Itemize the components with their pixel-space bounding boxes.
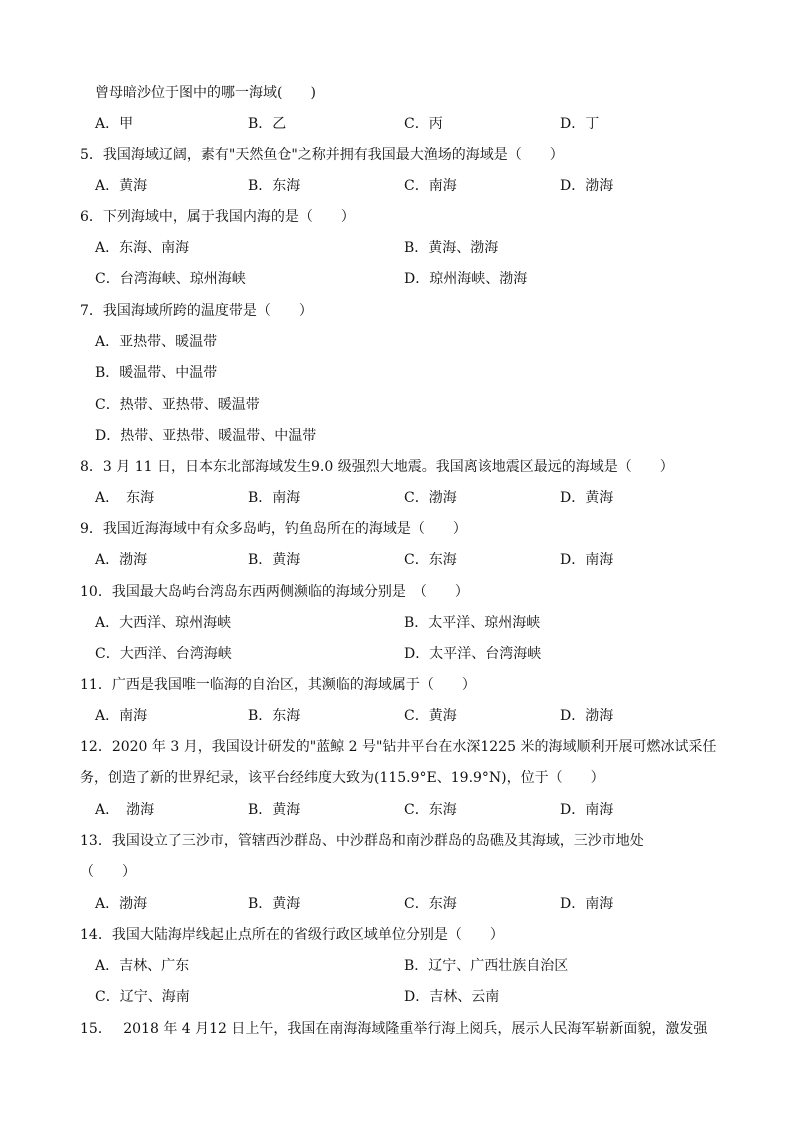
q7-option-d[interactable]: D．热带、亚热带、暖温带、中温带 [95, 428, 317, 444]
q11-option-a[interactable]: A．南海 [95, 708, 148, 724]
question-14-stem: 14．我国大陆海岸线起止点所在的省级行政区域单位分别是（ ） [80, 927, 504, 943]
q10-option-d[interactable]: D．太平洋、台湾海峡 [404, 646, 542, 662]
q13-option-a[interactable]: A．渤海 [95, 896, 148, 912]
q5-option-b[interactable]: B．东海 [248, 178, 301, 194]
question-7-stem: 7．我国海域所跨的温度带是（ ） [80, 303, 313, 319]
question-6-stem: 6．下列海域中，属于我国内海的是（ ） [80, 209, 355, 225]
q11-option-c[interactable]: C．黄海 [404, 708, 457, 724]
q4-option-a[interactable]: A．甲 [95, 116, 134, 132]
q6-option-a[interactable]: A．东海、南海 [95, 240, 190, 256]
q12-option-c[interactable]: C．东海 [404, 802, 457, 818]
q8-option-d[interactable]: D．黄海 [560, 490, 614, 506]
q7-option-c[interactable]: C．热带、亚热带、暖温带 [95, 397, 260, 413]
q9-option-d[interactable]: D．南海 [560, 552, 614, 568]
question-5-stem: 5．我国海域辽阔，素有"天然鱼仓"之称并拥有我国最大渔场的海域是（ ） [80, 147, 564, 163]
q9-option-a[interactable]: A．渤海 [95, 552, 148, 568]
q6-option-c[interactable]: C．台湾海峡、琼州海峡 [95, 271, 246, 287]
question-4-stem: 曾母暗沙位于图中的哪一海域( ) [95, 85, 316, 101]
q13-option-c[interactable]: C．东海 [404, 896, 457, 912]
q11-option-b[interactable]: B．东海 [248, 708, 301, 724]
q10-option-a[interactable]: A．大西洋、琼州海峡 [95, 615, 232, 631]
question-13-stem-line2: （ ） [80, 864, 136, 880]
q8-option-c[interactable]: C．渤海 [404, 490, 457, 506]
question-11-stem: 11．广西是我国唯一临海的自治区，其濒临的海域属于（ ） [80, 677, 476, 693]
q14-option-c[interactable]: C．辽宁、海南 [95, 989, 190, 1005]
q5-option-a[interactable]: A．黄海 [95, 178, 148, 194]
q4-option-b[interactable]: B．乙 [248, 116, 287, 132]
q7-option-a[interactable]: A．亚热带、暖温带 [95, 334, 218, 350]
question-8-stem: 8．3 月 11 日，日本东北部海域发生9.0 级强烈大地震。我国离该地震区最远的海域是（ ） [80, 459, 674, 475]
question-9-stem: 9．我国近海海域中有众多岛屿，钓鱼岛所在的海域是（ ） [80, 521, 467, 537]
q12-option-b[interactable]: B．黄海 [248, 802, 301, 818]
q14-option-d[interactable]: D．吉林、云南 [404, 989, 500, 1005]
question-15-stem: 15． 2018 年 4 月12 日上午，我国在南海海域隆重举行海上阅兵，展示人民海军崭新面貌，激发强 [80, 1021, 708, 1037]
q14-option-b[interactable]: B．辽宁、广西壮族自治区 [404, 958, 569, 974]
question-12-stem-line2: 务，创造了新的世界纪录，该平台经纬度大致为(115.9°E、19.9°N)，位于（ ） [80, 770, 605, 786]
q10-option-c[interactable]: C．大西洋、台湾海峡 [95, 646, 232, 662]
q9-option-b[interactable]: B．黄海 [248, 552, 301, 568]
q12-option-a[interactable]: A． 渤海 [95, 802, 155, 818]
q13-option-d[interactable]: D．南海 [560, 896, 614, 912]
q6-option-d[interactable]: D．琼州海峡、渤海 [404, 271, 528, 287]
question-10-stem: 10．我国最大岛屿台湾岛东西两侧濒临的海域分别是 （ ） [80, 584, 469, 600]
q9-option-c[interactable]: C．东海 [404, 552, 457, 568]
q4-option-c[interactable]: C．丙 [404, 116, 443, 132]
q5-option-d[interactable]: D．渤海 [560, 178, 614, 194]
question-13-stem-line1: 13．我国设立了三沙市，管辖西沙群岛、中沙群岛和南沙群岛的岛礁及其海域，三沙市地处 [80, 833, 644, 849]
q10-option-b[interactable]: B．太平洋、琼州海峡 [404, 615, 541, 631]
q11-option-d[interactable]: D．渤海 [560, 708, 614, 724]
question-12-stem-line1: 12．2020 年 3 月，我国设计研发的"蓝鲸 2 号"钻井平台在水深1225 米的海域顺利开展可燃冰试采任 [80, 739, 717, 755]
q8-option-a[interactable]: A． 东海 [95, 490, 155, 506]
q8-option-b[interactable]: B．南海 [248, 490, 301, 506]
q7-option-b[interactable]: B．暖温带、中温带 [95, 365, 218, 381]
q13-option-b[interactable]: B．黄海 [248, 896, 301, 912]
q12-option-d[interactable]: D．南海 [560, 802, 614, 818]
q5-option-c[interactable]: C．南海 [404, 178, 457, 194]
q4-option-d[interactable]: D．丁 [560, 116, 600, 132]
q6-option-b[interactable]: B．黄海、渤海 [404, 240, 499, 256]
q14-option-a[interactable]: A．吉林、广东 [95, 958, 190, 974]
